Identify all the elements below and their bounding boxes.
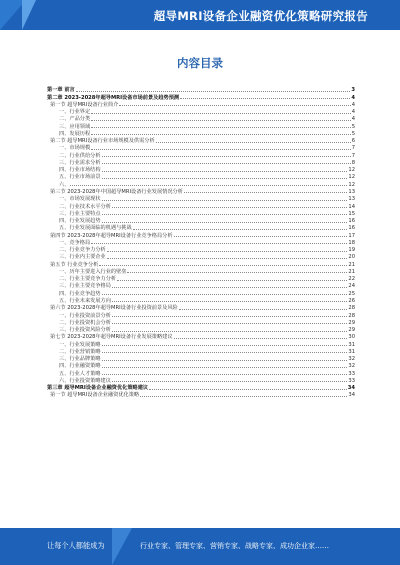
toc-entry-label: 一、行业投资前景分析 bbox=[59, 312, 111, 319]
toc-entry[interactable] bbox=[47, 340, 355, 347]
toc-entry-label: 二、行业技术水平分析 bbox=[59, 203, 111, 210]
toc-entry-page: 6 bbox=[351, 138, 355, 145]
toc-entry-label: 二、行业主要竞争力分析 bbox=[59, 276, 117, 283]
toc-entry-page: 34 bbox=[347, 385, 355, 392]
toc-leader-dots bbox=[149, 389, 347, 390]
toc-entry-label: 六、行业投资策略建议 bbox=[59, 377, 111, 384]
toc-entry-page: 13 bbox=[348, 196, 355, 203]
toc-entry-page: 15 bbox=[348, 210, 355, 217]
toc-entry[interactable] bbox=[47, 188, 355, 195]
toc-entry-label: 四、行业融资策略 bbox=[59, 363, 101, 370]
toc-entry[interactable] bbox=[47, 348, 355, 355]
toc-entry-label: 三、行业品牌策略 bbox=[59, 356, 101, 363]
toc-entry-label: 五、行业市场前景 bbox=[59, 174, 101, 181]
toc-leader-dots bbox=[112, 287, 348, 288]
footer-accent-shape bbox=[112, 528, 132, 565]
toc-entry-label: 二、行业营销策略 bbox=[59, 348, 101, 355]
toc-entry-page: 31 bbox=[348, 348, 355, 355]
toc-entry-label: 第四节 2023-2028年超导MRI设备行业竞争格局分析 bbox=[50, 232, 173, 239]
toc-entry[interactable] bbox=[47, 369, 355, 376]
toc-entry-label: 一、行业界定 bbox=[59, 109, 91, 116]
toc-entry-label: 五、行业人才策略 bbox=[59, 370, 101, 377]
toc-entry-label: 一、竞争格局 bbox=[59, 239, 91, 246]
toc-leader-dots bbox=[91, 120, 351, 121]
toc-entry-label: 二、行业竞争力分析 bbox=[59, 247, 106, 254]
toc-entry-page: 12 bbox=[348, 174, 355, 181]
toc-entry-page: 7 bbox=[351, 145, 355, 152]
toc-entry-label: 第七节 2023-2028年超导MRI设备行业发展策略建议 bbox=[50, 334, 173, 341]
header-accent-shape-secondary bbox=[22, 0, 36, 30]
toc-entry[interactable] bbox=[47, 268, 355, 275]
toc-entry[interactable] bbox=[47, 151, 355, 158]
toc-entry-page: 16 bbox=[348, 218, 355, 225]
toc-entry[interactable] bbox=[47, 304, 355, 311]
page-header bbox=[0, 0, 400, 30]
toc-leader-dots bbox=[112, 316, 348, 317]
toc-entry[interactable] bbox=[47, 384, 355, 391]
toc-entry-label: 第六节 2023-2028年超导MRI设备行业投资前景及风险 bbox=[50, 305, 178, 312]
toc-entry[interactable] bbox=[47, 253, 355, 260]
toc-entry[interactable] bbox=[47, 260, 355, 267]
toc-entry[interactable] bbox=[47, 362, 355, 369]
toc-entry-label: 三、行业主要特点 bbox=[59, 210, 101, 217]
table-of-contents bbox=[47, 86, 355, 398]
toc-leader-dots bbox=[156, 142, 351, 143]
toc-leader-dots bbox=[91, 149, 351, 150]
toc-entry-page: 3 bbox=[351, 87, 355, 94]
toc-leader-dots bbox=[91, 113, 351, 114]
toc-entry-label: 第一节 超导MRI设备企业融资优化策略 bbox=[50, 392, 140, 399]
toc-entry[interactable] bbox=[47, 137, 355, 144]
toc-entry-page: 12 bbox=[348, 181, 355, 188]
toc-entry[interactable] bbox=[47, 282, 355, 289]
toc-entry[interactable] bbox=[47, 231, 355, 238]
toc-entry-page: 32 bbox=[348, 356, 355, 363]
toc-entry[interactable] bbox=[47, 130, 355, 137]
toc-entry-page: 16 bbox=[348, 225, 355, 232]
toc-entry[interactable] bbox=[47, 144, 355, 151]
toc-entry-page: 21 bbox=[348, 268, 355, 275]
toc-entry-label: 五、行业未来发展方向 bbox=[59, 297, 111, 304]
toc-entry-label: 第一节 超导MRI设备行业简介 bbox=[50, 101, 119, 108]
toc-entry-page: 28 bbox=[348, 305, 355, 312]
toc-entry[interactable] bbox=[47, 297, 355, 304]
toc-entry[interactable] bbox=[47, 159, 355, 166]
toc-entry-label: 第一章 前言 bbox=[47, 87, 75, 94]
toc-entry-label: 二、产品分类 bbox=[59, 116, 91, 123]
toc-entry-label: 第二节 超导MRI设备行业市场规模及供需分析 bbox=[50, 138, 155, 145]
toc-leader-dots bbox=[179, 309, 348, 310]
toc-entry[interactable] bbox=[47, 239, 355, 246]
toc-entry-page: 33 bbox=[348, 370, 355, 377]
toc-leader-dots bbox=[102, 200, 348, 201]
toc-entry[interactable] bbox=[47, 166, 355, 173]
toc-entry-label: 一、市场规模 bbox=[59, 145, 91, 152]
toc-entry-page: 26 bbox=[348, 297, 355, 304]
toc-leader-dots bbox=[102, 178, 348, 179]
toc-leader-dots bbox=[99, 265, 347, 266]
toc-entry-label: 第三章 超导MRI设备企业融资优化策略建议 bbox=[47, 385, 149, 392]
toc-leader-dots bbox=[102, 214, 348, 215]
toc-entry[interactable] bbox=[47, 355, 355, 362]
toc-leader-dots bbox=[117, 280, 347, 281]
toc-entry[interactable] bbox=[47, 311, 355, 318]
toc-entry-page: 31 bbox=[348, 341, 355, 348]
toc-entry[interactable] bbox=[47, 202, 355, 209]
toc-entry-page: 30 bbox=[348, 334, 355, 341]
toc-entry-label: 四、行业竞争趋势 bbox=[59, 290, 101, 297]
toc-entry[interactable] bbox=[47, 289, 355, 296]
toc-leader-dots bbox=[102, 360, 348, 361]
toc-entry-label: 二、行业投资机会分析 bbox=[59, 319, 111, 326]
toc-entry-label: 一、市场发展现状 bbox=[59, 196, 101, 203]
toc-entry-page: 32 bbox=[348, 363, 355, 370]
footer-slogan-left: 让每个人都能成为 bbox=[47, 541, 105, 550]
toc-entry[interactable] bbox=[47, 195, 355, 202]
toc-leader-dots bbox=[102, 367, 348, 368]
toc-entry-page: 24 bbox=[348, 283, 355, 290]
toc-leader-dots bbox=[91, 127, 351, 128]
toc-entry-page: 8 bbox=[351, 159, 355, 166]
toc-entry-page: 21 bbox=[348, 261, 355, 268]
toc-leader-dots bbox=[140, 396, 347, 397]
toc-entry-page: 12 bbox=[348, 167, 355, 174]
toc-entry-label: 四、行业发展趋势 bbox=[59, 218, 101, 225]
toc-entry[interactable] bbox=[47, 275, 355, 282]
toc-leader-dots bbox=[112, 301, 348, 302]
toc-leader-dots bbox=[107, 251, 348, 252]
toc-leader-dots bbox=[174, 338, 348, 339]
page-footer bbox=[0, 528, 400, 565]
toc-entry-page: 18 bbox=[348, 239, 355, 246]
toc-entry-page: 4 bbox=[351, 116, 355, 123]
toc-entry-label: 六、 bbox=[59, 181, 70, 188]
toc-entry[interactable] bbox=[47, 319, 355, 326]
toc-leader-dots bbox=[70, 185, 347, 186]
toc-leader-dots bbox=[102, 374, 348, 375]
toc-entry-page: 22 bbox=[348, 276, 355, 283]
toc-leader-dots bbox=[102, 156, 351, 157]
toc-entry[interactable] bbox=[47, 246, 355, 253]
toc-entry-label: 一、历年主要进入行业的壁垒 bbox=[59, 268, 127, 275]
toc-heading: 内容目录 bbox=[177, 56, 223, 70]
toc-entry-page: 28 bbox=[348, 312, 355, 319]
toc-entry-page: 20 bbox=[348, 254, 355, 261]
toc-entry-page: 25 bbox=[348, 290, 355, 297]
toc-leader-dots bbox=[102, 294, 348, 295]
toc-entry-page: 7 bbox=[351, 152, 355, 159]
toc-entry-label: 三、行业内主要企业 bbox=[59, 254, 106, 261]
toc-leader-dots bbox=[112, 207, 348, 208]
toc-entry-page: 17 bbox=[348, 232, 355, 239]
toc-entry[interactable] bbox=[47, 180, 355, 187]
footer-slogan-right: 行业专家、管理专家、营销专家、战略专家、成功企业家…… bbox=[140, 542, 329, 550]
toc-leader-dots bbox=[127, 272, 347, 273]
toc-leader-dots bbox=[91, 243, 347, 244]
toc-entry[interactable] bbox=[47, 326, 355, 333]
toc-entry[interactable] bbox=[47, 122, 355, 129]
toc-entry[interactable] bbox=[47, 391, 355, 398]
toc-entry-page: 5 bbox=[351, 130, 355, 137]
toc-entry[interactable] bbox=[47, 93, 355, 100]
toc-leader-dots bbox=[91, 134, 351, 135]
toc-entry[interactable] bbox=[47, 108, 355, 115]
toc-leader-dots bbox=[112, 331, 348, 332]
toc-entry-page: 5 bbox=[351, 123, 355, 130]
report-title: 超导MRI设备企业融资优化策略研究报告 bbox=[153, 9, 368, 23]
toc-entry-label: 第二章 2023-2028年超导MRI设备市场前景及趋势预测 bbox=[47, 94, 180, 101]
toc-entry-label: 三、行业需求分析 bbox=[59, 159, 101, 166]
toc-leader-dots bbox=[119, 105, 350, 106]
toc-leader-dots bbox=[102, 171, 348, 172]
toc-entry[interactable] bbox=[47, 224, 355, 231]
toc-leader-dots bbox=[112, 381, 348, 382]
toc-entry-page: 4 bbox=[351, 101, 355, 108]
toc-leader-dots bbox=[180, 98, 350, 99]
toc-leader-dots bbox=[102, 163, 351, 164]
toc-entry-page: 34 bbox=[348, 392, 355, 399]
toc-entry-label: 三、应用领域 bbox=[59, 123, 91, 130]
toc-entry[interactable] bbox=[47, 333, 355, 340]
toc-entry[interactable] bbox=[47, 101, 355, 108]
toc-entry-label: 二、行业供给分析 bbox=[59, 152, 101, 159]
toc-entry-page: 4 bbox=[351, 109, 355, 116]
toc-entry[interactable] bbox=[47, 210, 355, 217]
toc-entry-page: 13 bbox=[348, 188, 355, 195]
toc-entry-page: 33 bbox=[348, 377, 355, 384]
toc-entry[interactable] bbox=[47, 173, 355, 180]
toc-entry-label: 四、发展历程 bbox=[59, 130, 91, 137]
toc-leader-dots bbox=[102, 352, 348, 353]
toc-entry[interactable] bbox=[47, 115, 355, 122]
toc-leader-dots bbox=[102, 345, 348, 346]
toc-entry-label: 三、行业主要竞争格局 bbox=[59, 283, 111, 290]
toc-entry-label: 四、行业市场结构 bbox=[59, 167, 101, 174]
toc-entry-page: 4 bbox=[351, 94, 355, 101]
toc-entry-label: 五、行业发展面临的机遇与挑战 bbox=[59, 225, 132, 232]
toc-entry-label: 第三节 2023-2028年中国超导MRI设备行业发展情况分析 bbox=[50, 188, 183, 195]
toc-entry-page: 14 bbox=[348, 203, 355, 210]
toc-leader-dots bbox=[102, 222, 348, 223]
toc-leader-dots bbox=[174, 236, 348, 237]
toc-entry[interactable] bbox=[47, 377, 355, 384]
toc-entry[interactable] bbox=[47, 86, 355, 93]
toc-entry-label: 一、行业发展策略 bbox=[59, 341, 101, 348]
toc-leader-dots bbox=[112, 323, 348, 324]
toc-leader-dots bbox=[133, 229, 348, 230]
toc-entry-page: 19 bbox=[348, 247, 355, 254]
toc-entry[interactable] bbox=[47, 217, 355, 224]
toc-entry-label: 第五节 行业竞争分析 bbox=[50, 261, 99, 268]
toc-entry-page: 29 bbox=[348, 327, 355, 334]
toc-entry-page: 29 bbox=[348, 319, 355, 326]
toc-entry-label: 三、行业投资风险分析 bbox=[59, 327, 111, 334]
toc-leader-dots bbox=[76, 91, 351, 92]
toc-leader-dots bbox=[184, 192, 347, 193]
toc-leader-dots bbox=[107, 258, 348, 259]
